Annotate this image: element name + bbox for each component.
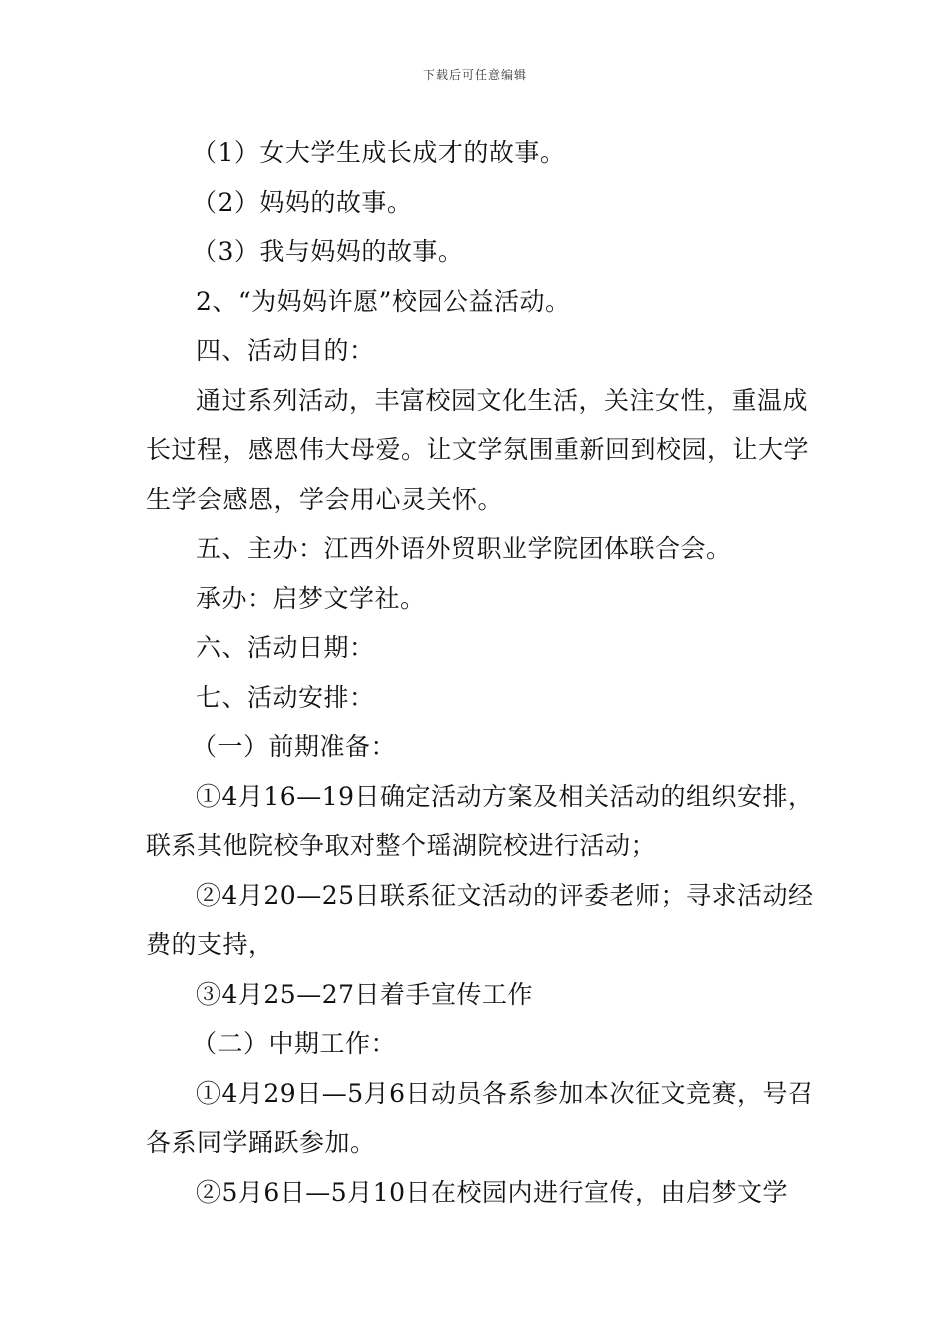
- paragraph-story-2: （2）妈妈的故事。: [192, 187, 413, 217]
- paragraph-mid-step-2: ②5月6日—5月10日在校园内进行宣传，由启梦文学: [196, 1177, 789, 1207]
- paragraph-co-organizer: 承办：启梦文学社。: [196, 583, 426, 613]
- section-heading-arrangement: 七、活动安排：: [196, 682, 375, 712]
- subsection-heading-midterm: （二）中期工作：: [192, 1029, 397, 1058]
- paragraph-purpose: 通过系列活动，丰富校园文化生活，关注女性，重温成长过程，感恩伟大母爱。让文学氛围重新回到校园，让大学生学会感恩，学会用心灵关怀。: [146, 385, 810, 514]
- page-header: 下载后可任意编辑: [422, 68, 527, 82]
- paragraph-prep-step-1: ①4月16—19日确定活动方案及相关活动的组织安排，联系其他院校争取对整个瑶湖院校进行活动；: [146, 781, 814, 860]
- paragraph-story-1: （1）女大学生成长成才的故事。: [192, 138, 566, 167]
- subsection-heading-preparation: （一）前期准备：: [192, 732, 397, 761]
- section-heading-date: 六、活动日期：: [196, 633, 375, 662]
- section-heading-organizer: 五、主办：江西外语外贸职业学院团体联合会。: [196, 534, 732, 563]
- paragraph-story-3: （3）我与妈妈的故事。: [192, 237, 464, 266]
- paragraph-prep-step-3: ③4月25—27日着手宣传工作: [196, 979, 534, 1009]
- paragraph-wish-activity: 2、“为妈妈许愿”校园公益活动。: [196, 286, 571, 316]
- document-body: [146, 128, 816, 1217]
- paragraph-mid-step-1: ①4月29日—5月6日动员各系参加本次征文竞赛，号召各系同学踊跃参加。: [146, 1078, 814, 1157]
- paragraph-prep-step-2: ②4月20—25日联系征文活动的评委老师；寻求活动经费的支持，: [146, 880, 814, 959]
- section-heading-purpose: 四、活动目的：: [196, 336, 375, 365]
